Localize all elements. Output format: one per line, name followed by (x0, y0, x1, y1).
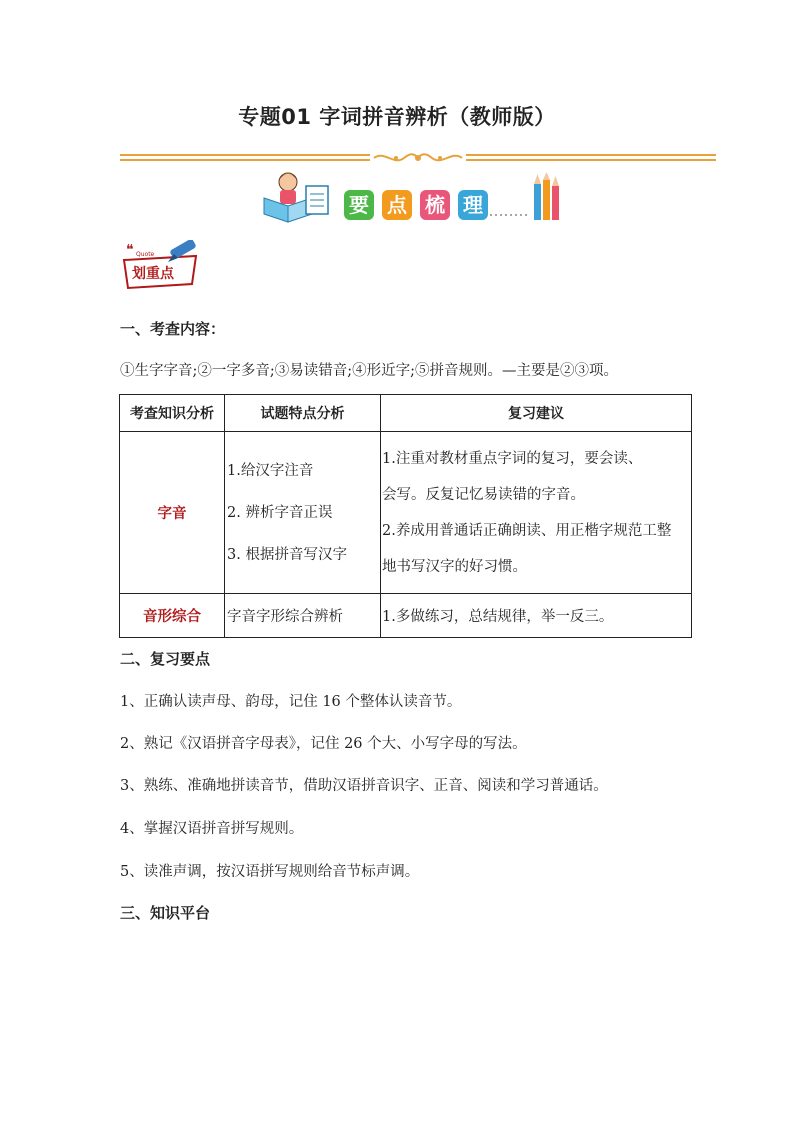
banner-char-3: 梳 (420, 190, 450, 220)
table-header-row (120, 395, 692, 432)
ornament-icon (372, 150, 464, 166)
exam-analysis-table (119, 394, 692, 638)
review-point: 5、读准声调，按汉语拼写规则给音节标声调。 (120, 864, 420, 880)
banner-char-2: 点 (382, 190, 412, 220)
quote-label: 划重点 (132, 266, 174, 282)
table-header: 复习建议 (381, 395, 692, 432)
decorative-divider (120, 150, 716, 166)
feature-item: 3. 根据拼音写汉字 (227, 546, 347, 563)
row-label: 音形综合 (143, 609, 201, 625)
table-row (120, 594, 692, 638)
section1-heading: 一、考查内容： (120, 320, 226, 338)
feature-item: 1.给汉字注音 (227, 462, 314, 479)
review-point: 1、正确认读声母、韵母，记住 16 个整体认读音节。 (120, 694, 462, 710)
review-point: 4、掌握汉语拼音拼写规则。 (120, 821, 304, 837)
table-header: 考查知识分析 (120, 395, 225, 432)
key-points-logo (118, 240, 202, 292)
section2-heading: 二、复习要点 (120, 650, 211, 668)
feature-item: 字音字形综合辨析 (225, 594, 381, 638)
table-header: 试题特点分析 (225, 395, 381, 432)
row-label: 字音 (157, 506, 187, 522)
advice-line: 地书写汉字的好习惯。 (382, 558, 527, 575)
table-row (120, 432, 692, 594)
pencils-icon (530, 172, 562, 222)
advice-line: 2.养成用普通话正确朗读、用正楷字规范工整 (382, 522, 672, 539)
review-point: 2、熟记《汉语拼音字母表》，记住 26 个大、小写字母的写法。 (120, 736, 527, 752)
section3-heading: 三、知识平台 (120, 904, 211, 922)
banner-char-4: 理 (458, 190, 488, 220)
quote-small-label: Quote (136, 251, 155, 258)
svg-text:❝: ❝ (126, 242, 134, 258)
advice-line: 1.多做练习，总结规律，举一反三。 (381, 594, 692, 638)
advice-line: 会写。反复记忆易读错的字音。 (382, 486, 585, 503)
student-reading-icon (258, 168, 332, 224)
quote-bubble-icon (118, 240, 202, 292)
banner-char-1: 要 (344, 190, 374, 220)
page-title: 专题01 字词拼音辨析（教师版） (238, 105, 556, 129)
section-banner (258, 168, 562, 224)
dotted-line-icon (490, 212, 530, 218)
advice-line: 1.注重对教材重点字词的复习，要会读、 (382, 450, 643, 467)
feature-item: 2. 辨析字音正误 (227, 504, 333, 521)
section1-intro: ①生字字音;②一字多音;③易读错音;④形近字;⑤拼音规则。—主要是②③项。 (120, 363, 619, 379)
review-point: 3、熟练、准确地拼读音节，借助汉语拼音识字、正音、阅读和学习普通话。 (120, 778, 608, 794)
